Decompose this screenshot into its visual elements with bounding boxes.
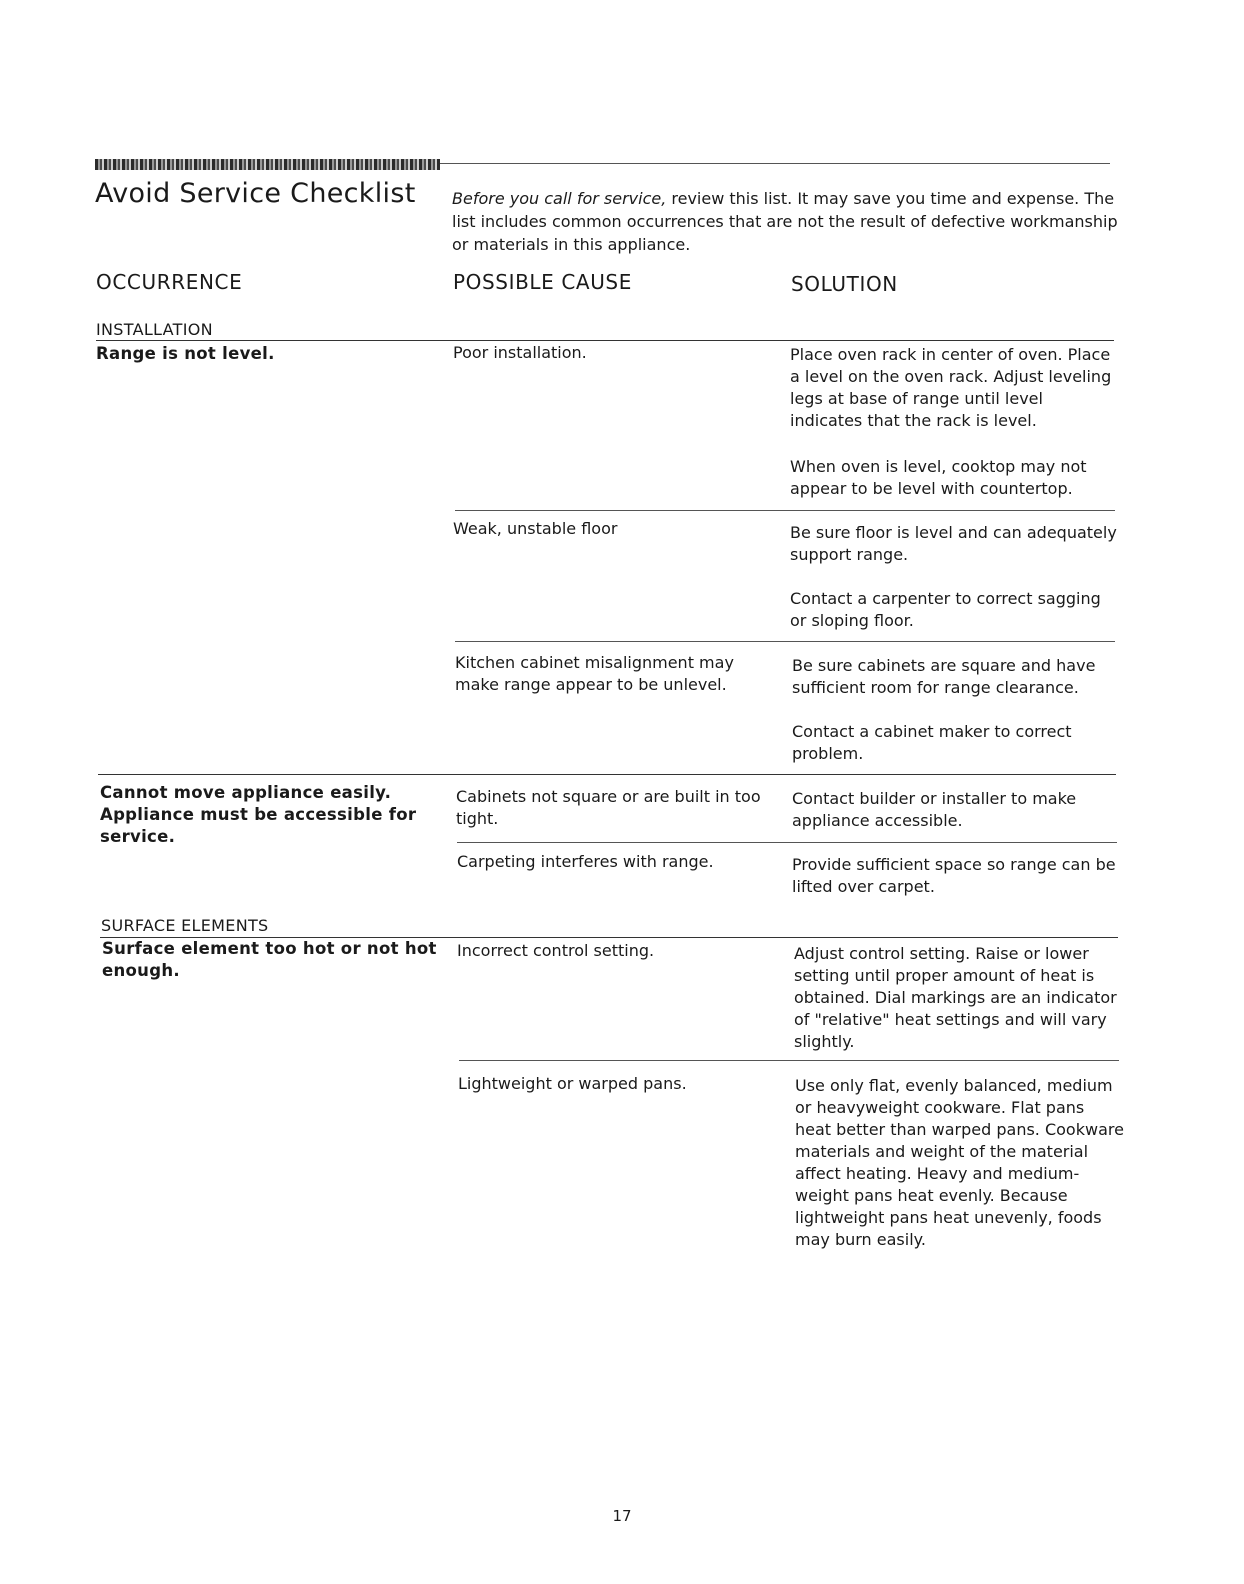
occurrence-cannot-move-appliance: Cannot move appliance easily. Appliance must be accessible for service. (100, 783, 417, 846)
solution-text: Provide sufficient space so range can be lifted over carpet. (792, 855, 1116, 896)
row-divider (455, 641, 1115, 642)
header-hatch-bar (95, 159, 440, 170)
solution-text: Contact builder or installer to make appliance accessible. (792, 789, 1077, 830)
cause-cabinet-misalignment: Kitchen cabinet misalignment may make range appear to be unlevel. (455, 653, 734, 694)
occurrence-range-not-level: Range is not level. (96, 344, 275, 363)
cause-poor-installation: Poor installation. (453, 343, 587, 362)
row-divider (455, 510, 1115, 511)
column-header-occurrence: OCCURRENCE (96, 270, 243, 294)
solution-text: Be sure cabinets are square and have sufficient room for range clearance. (792, 656, 1096, 697)
solution-text: Be sure floor is level and can adequately support range. (790, 523, 1117, 564)
solution-text: When oven is level, cooktop may not appear to be level with countertop. (790, 457, 1087, 498)
header-rule (440, 163, 1110, 164)
intro-italic: Before you call for service, (452, 189, 667, 208)
occurrence-surface-element-temp: Surface element too hot or not hot enough. (102, 939, 437, 980)
section-heading-installation: INSTALLATION (96, 320, 213, 339)
cause-cabinets-not-square: Cabinets not square or are built in too tight. (456, 787, 761, 828)
section-heading-surface-elements: SURFACE ELEMENTS (101, 916, 269, 935)
intro-text: review this list. It may save you time and expense. The list includes common occurrences that are not the result of defective workmanship or materials in this appliance. (452, 189, 1118, 254)
solution-text: Contact a carpenter to correct sagging or sloping floor. (790, 589, 1101, 630)
cause-lightweight-pans: Lightweight or warped pans. (458, 1074, 687, 1093)
section-rule (96, 340, 1114, 341)
solution-text: Contact a cabinet maker to correct problem. (792, 722, 1072, 763)
group-divider (98, 774, 1116, 775)
intro-paragraph (452, 187, 1122, 256)
solution-text: Use only flat, evenly balanced, medium or heavyweight cookware. Flat pans heat better than warped pans. Cookware materials and weight of the material affect heating. Heavy and medium-weight pans heat evenly. Because lightweight pans heat unevenly, foods may burn easily. (795, 1076, 1124, 1249)
cause-incorrect-control: Incorrect control setting. (457, 941, 655, 960)
cause-weak-floor: Weak, unstable floor (453, 519, 618, 538)
solution-text: Adjust control setting. Raise or lower setting until proper amount of heat is obtained. Dial markings are an indicator of "relative" heat settings and will vary slightly. (794, 944, 1117, 1051)
cause-carpeting: Carpeting interferes with range. (457, 852, 714, 871)
row-divider (459, 1060, 1119, 1061)
page-title: Avoid Service Checklist (95, 178, 416, 209)
column-header-solution: SOLUTION (791, 272, 898, 296)
column-header-cause: POSSIBLE CAUSE (453, 270, 632, 294)
solution-text: Place oven rack in center of oven. Place a level on the oven rack. Adjust leveling legs at base of range until level indicates that the rack is level. (790, 345, 1112, 430)
page-number: 17 (612, 1507, 632, 1525)
row-divider (457, 842, 1117, 843)
